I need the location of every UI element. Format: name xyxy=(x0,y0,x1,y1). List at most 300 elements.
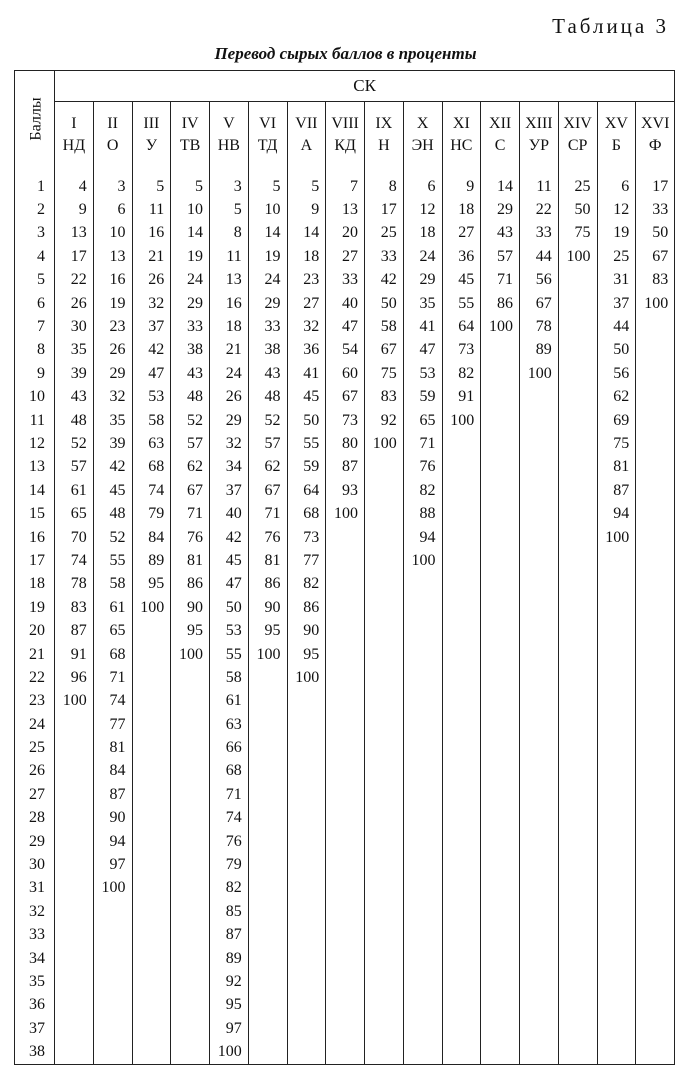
percent-cell: 47 xyxy=(132,362,171,385)
percent-cell xyxy=(326,1040,365,1064)
percent-cell: 5 xyxy=(248,167,287,198)
percent-cell: 85 xyxy=(210,900,249,923)
percent-cell: 12 xyxy=(597,198,636,221)
percent-cell xyxy=(558,1040,597,1064)
table-row xyxy=(15,760,675,783)
scale-header-1 xyxy=(55,102,94,167)
row-header-cell xyxy=(15,71,55,168)
percent-cell xyxy=(442,924,481,947)
percent-cell xyxy=(55,1017,94,1040)
percent-cell xyxy=(558,362,597,385)
percent-cell xyxy=(636,549,675,572)
percent-cell: 58 xyxy=(93,573,132,596)
percent-cell: 80 xyxy=(326,432,365,455)
scale-header-11 xyxy=(442,102,481,167)
percent-cell xyxy=(365,783,404,806)
raw-score-cell: 32 xyxy=(15,900,55,923)
percent-cell: 57 xyxy=(55,456,94,479)
percent-cell: 65 xyxy=(403,409,442,432)
percent-cell xyxy=(636,573,675,596)
percent-cell: 100 xyxy=(210,1040,249,1064)
percent-cell: 52 xyxy=(55,432,94,455)
percent-cell xyxy=(442,432,481,455)
scale-header-15 xyxy=(597,102,636,167)
percent-cell xyxy=(558,713,597,736)
percent-cell xyxy=(326,666,365,689)
percent-cell xyxy=(558,619,597,642)
percent-cell: 33 xyxy=(326,269,365,292)
percent-cell xyxy=(636,526,675,549)
percent-cell: 26 xyxy=(210,386,249,409)
percent-cell: 90 xyxy=(248,596,287,619)
percent-cell xyxy=(248,807,287,830)
percent-cell: 3 xyxy=(93,167,132,198)
percent-cell xyxy=(520,456,559,479)
percent-cell xyxy=(636,830,675,853)
percent-cell xyxy=(55,1040,94,1064)
percent-cell: 86 xyxy=(287,596,326,619)
percent-cell xyxy=(403,666,442,689)
percent-cell xyxy=(558,573,597,596)
percent-cell xyxy=(520,783,559,806)
percent-cell xyxy=(481,807,520,830)
percent-cell xyxy=(481,760,520,783)
percent-cell xyxy=(636,596,675,619)
raw-score-cell: 31 xyxy=(15,877,55,900)
percent-cell xyxy=(326,713,365,736)
percent-cell: 35 xyxy=(93,409,132,432)
percent-cell: 100 xyxy=(403,549,442,572)
percent-cell xyxy=(481,619,520,642)
percent-cell xyxy=(132,877,171,900)
percent-cell: 71 xyxy=(210,783,249,806)
percent-cell xyxy=(558,1017,597,1040)
raw-score-cell: 35 xyxy=(15,970,55,993)
scale-code-label: ЭН xyxy=(411,136,434,154)
percent-cell: 58 xyxy=(132,409,171,432)
percent-cell: 81 xyxy=(171,549,210,572)
percent-cell: 27 xyxy=(442,222,481,245)
percent-cell: 74 xyxy=(55,549,94,572)
table-row xyxy=(15,456,675,479)
scale-roman-label: V xyxy=(223,114,235,132)
raw-score-cell: 30 xyxy=(15,853,55,876)
percent-cell xyxy=(520,1017,559,1040)
percent-cell xyxy=(481,947,520,970)
percent-cell xyxy=(442,760,481,783)
percent-cell xyxy=(481,877,520,900)
percent-cell xyxy=(326,970,365,993)
raw-score-cell: 15 xyxy=(15,502,55,525)
percent-cell xyxy=(520,432,559,455)
percent-cell: 42 xyxy=(93,456,132,479)
percent-cell xyxy=(481,456,520,479)
percent-cell: 36 xyxy=(287,339,326,362)
percent-cell: 20 xyxy=(326,222,365,245)
percent-cell: 100 xyxy=(558,245,597,268)
raw-score-cell: 6 xyxy=(15,292,55,315)
percent-cell xyxy=(481,736,520,759)
raw-score-cell: 22 xyxy=(15,666,55,689)
percent-cell: 62 xyxy=(597,386,636,409)
percent-cell: 76 xyxy=(403,456,442,479)
percent-cell: 75 xyxy=(365,362,404,385)
percent-cell: 36 xyxy=(442,245,481,268)
percent-cell: 73 xyxy=(442,339,481,362)
scale-header-5 xyxy=(210,102,249,167)
percent-cell: 73 xyxy=(287,526,326,549)
percent-cell: 23 xyxy=(287,269,326,292)
percent-cell xyxy=(287,970,326,993)
percent-cell xyxy=(287,877,326,900)
percent-cell: 61 xyxy=(210,690,249,713)
percent-cell: 14 xyxy=(248,222,287,245)
percent-cell: 9 xyxy=(442,167,481,198)
percent-cell xyxy=(248,690,287,713)
percent-cell xyxy=(558,269,597,292)
percent-cell: 40 xyxy=(326,292,365,315)
table-row xyxy=(15,409,675,432)
percent-cell xyxy=(558,643,597,666)
percent-cell xyxy=(597,900,636,923)
percent-cell: 100 xyxy=(481,315,520,338)
percent-cell xyxy=(365,760,404,783)
percent-cell xyxy=(326,643,365,666)
percent-cell xyxy=(403,619,442,642)
table-row xyxy=(15,386,675,409)
percent-cell: 100 xyxy=(597,526,636,549)
percent-cell xyxy=(520,947,559,970)
percent-cell xyxy=(132,619,171,642)
percent-cell xyxy=(93,924,132,947)
percent-cell: 57 xyxy=(481,245,520,268)
percent-cell xyxy=(597,549,636,572)
scale-header-2 xyxy=(93,102,132,167)
scale-roman-label: XIII xyxy=(525,114,553,132)
percent-cell: 100 xyxy=(171,643,210,666)
percent-cell xyxy=(636,924,675,947)
percent-cell: 41 xyxy=(403,315,442,338)
raw-score-cell: 13 xyxy=(15,456,55,479)
percent-cell xyxy=(442,736,481,759)
percent-cell xyxy=(558,596,597,619)
percent-cell xyxy=(365,807,404,830)
percent-cell: 82 xyxy=(210,877,249,900)
percent-cell xyxy=(442,666,481,689)
percent-cell xyxy=(442,783,481,806)
percent-cell: 78 xyxy=(520,315,559,338)
percent-cell xyxy=(520,877,559,900)
percent-cell: 29 xyxy=(481,198,520,221)
percent-cell xyxy=(636,690,675,713)
raw-score-cell: 5 xyxy=(15,269,55,292)
percent-cell: 68 xyxy=(210,760,249,783)
percent-cell xyxy=(365,502,404,525)
percent-cell xyxy=(481,830,520,853)
percent-cell: 18 xyxy=(210,315,249,338)
percent-cell xyxy=(287,760,326,783)
percent-cell: 27 xyxy=(287,292,326,315)
scale-header-9 xyxy=(365,102,404,167)
percent-cell: 64 xyxy=(442,315,481,338)
percent-cell: 3 xyxy=(210,167,249,198)
percent-cell xyxy=(403,853,442,876)
percent-cell: 11 xyxy=(132,198,171,221)
percent-cell: 58 xyxy=(210,666,249,689)
percent-cell: 13 xyxy=(326,198,365,221)
percent-cell xyxy=(442,970,481,993)
percent-cell xyxy=(403,690,442,713)
scale-roman-label: II xyxy=(107,114,118,132)
percent-cell: 62 xyxy=(171,456,210,479)
percent-cell xyxy=(558,690,597,713)
percent-cell xyxy=(520,830,559,853)
percent-cell xyxy=(248,736,287,759)
percent-cell: 10 xyxy=(248,198,287,221)
raw-score-cell: 34 xyxy=(15,947,55,970)
percent-cell: 61 xyxy=(55,479,94,502)
percent-cell xyxy=(326,549,365,572)
percent-cell xyxy=(442,713,481,736)
percent-cell xyxy=(597,807,636,830)
scale-code-label: Б xyxy=(611,136,621,154)
percent-cell xyxy=(481,502,520,525)
percent-cell xyxy=(365,596,404,619)
percent-cell xyxy=(403,736,442,759)
raw-score-cell: 28 xyxy=(15,807,55,830)
percent-cell: 13 xyxy=(55,222,94,245)
percent-cell: 11 xyxy=(210,245,249,268)
percent-cell xyxy=(248,947,287,970)
percent-cell xyxy=(132,924,171,947)
percent-cell xyxy=(558,830,597,853)
percent-cell xyxy=(403,947,442,970)
raw-score-cell: 37 xyxy=(15,1017,55,1040)
percent-cell: 16 xyxy=(132,222,171,245)
percent-cell: 100 xyxy=(644,294,669,312)
percent-cell: 56 xyxy=(597,362,636,385)
percent-cell xyxy=(636,315,675,338)
percent-cell xyxy=(636,807,675,830)
percent-cell xyxy=(442,807,481,830)
percent-cell: 67 xyxy=(365,339,404,362)
percent-cell: 25 xyxy=(597,245,636,268)
percent-cell: 45 xyxy=(442,269,481,292)
raw-score-cell: 33 xyxy=(15,924,55,947)
percent-cell: 55 xyxy=(442,292,481,315)
percent-cell: 66 xyxy=(210,736,249,759)
percent-cell xyxy=(171,783,210,806)
table-row xyxy=(15,292,675,315)
scale-code-label: НС xyxy=(450,136,473,154)
percent-cell xyxy=(365,830,404,853)
percent-cell: 6 xyxy=(597,167,636,198)
percent-cell: 94 xyxy=(403,526,442,549)
percent-cell: 32 xyxy=(210,432,249,455)
percent-cell xyxy=(403,924,442,947)
percent-cell xyxy=(481,994,520,1017)
percent-cell xyxy=(171,690,210,713)
percent-cell xyxy=(481,924,520,947)
percent-cell xyxy=(365,479,404,502)
percent-cell xyxy=(365,549,404,572)
percent-cell: 52 xyxy=(93,526,132,549)
raw-score-cell: 21 xyxy=(15,643,55,666)
percent-cell: 87 xyxy=(597,479,636,502)
percent-cell: 92 xyxy=(210,970,249,993)
percent-cell xyxy=(558,479,597,502)
percent-cell xyxy=(132,1040,171,1064)
percent-cell xyxy=(132,830,171,853)
percent-cell xyxy=(248,1017,287,1040)
percent-cell xyxy=(520,760,559,783)
percent-cell xyxy=(326,783,365,806)
percent-cell: 87 xyxy=(326,456,365,479)
percent-cell xyxy=(287,947,326,970)
percent-cell xyxy=(326,994,365,1017)
percent-cell xyxy=(132,807,171,830)
percent-cell xyxy=(248,877,287,900)
percent-cell xyxy=(558,409,597,432)
percent-cell xyxy=(365,900,404,923)
percent-cell xyxy=(132,947,171,970)
percent-cell xyxy=(442,1040,481,1064)
raw-score-cell: 12 xyxy=(15,432,55,455)
group-header: СК xyxy=(55,71,675,102)
percent-cell: 68 xyxy=(287,502,326,525)
scale-roman-label: VII xyxy=(295,114,318,132)
percent-cell xyxy=(132,783,171,806)
percent-cell xyxy=(248,783,287,806)
percent-cell xyxy=(326,619,365,642)
percent-cell xyxy=(558,432,597,455)
percent-cell xyxy=(442,900,481,923)
percent-cell xyxy=(287,994,326,1017)
percent-cell xyxy=(442,853,481,876)
percent-cell xyxy=(171,666,210,689)
percent-cell xyxy=(558,877,597,900)
percent-cell xyxy=(287,900,326,923)
scale-code-label: НД xyxy=(62,136,86,154)
percent-cell: 67 xyxy=(326,386,365,409)
percent-cell xyxy=(481,970,520,993)
percent-cell xyxy=(248,666,287,689)
percent-cell: 100 xyxy=(93,877,132,900)
percent-cell: 22 xyxy=(55,269,94,292)
scale-roman-label: XVI xyxy=(641,114,670,132)
percent-cell xyxy=(171,830,210,853)
percent-cell: 81 xyxy=(597,456,636,479)
percent-cell: 61 xyxy=(93,596,132,619)
percent-cell xyxy=(597,947,636,970)
percent-cell xyxy=(55,877,94,900)
percent-cell: 62 xyxy=(248,456,287,479)
percent-cell xyxy=(326,690,365,713)
scale-roman-label: VIII xyxy=(331,114,359,132)
percent-cell xyxy=(481,690,520,713)
percent-cell: 87 xyxy=(55,619,94,642)
percent-cell: 100 xyxy=(520,362,559,385)
percent-cell: 50 xyxy=(210,596,249,619)
percent-cell xyxy=(520,924,559,947)
percent-cell xyxy=(636,877,675,900)
percent-cell: 59 xyxy=(403,386,442,409)
percent-cell xyxy=(481,1040,520,1064)
scale-code-label: А xyxy=(300,136,313,154)
header-row-group xyxy=(15,71,675,102)
percent-cell: 25 xyxy=(365,222,404,245)
percent-cell xyxy=(365,619,404,642)
percent-cell xyxy=(287,783,326,806)
table-row xyxy=(15,994,675,1017)
percent-cell: 35 xyxy=(55,339,94,362)
percent-cell: 48 xyxy=(93,502,132,525)
scale-roman-label: X xyxy=(416,114,429,132)
raw-score-cell: 4 xyxy=(15,245,55,268)
table-row xyxy=(15,643,675,666)
percent-cell xyxy=(481,713,520,736)
percent-cell xyxy=(365,853,404,876)
percent-cell xyxy=(558,736,597,759)
percent-cell xyxy=(481,643,520,666)
percent-cell: 29 xyxy=(248,292,287,315)
percent-cell xyxy=(171,994,210,1017)
raw-score-cell: 38 xyxy=(15,1040,55,1064)
percent-cell xyxy=(636,339,675,362)
percent-cell xyxy=(520,596,559,619)
scale-roman-label: XIV xyxy=(563,114,592,132)
percent-cell: 74 xyxy=(93,690,132,713)
percent-cell: 52 xyxy=(248,409,287,432)
percent-cell: 65 xyxy=(55,502,94,525)
percent-cell xyxy=(558,760,597,783)
percent-cell: 100 xyxy=(132,596,171,619)
table-row xyxy=(15,830,675,853)
percent-cell: 83 xyxy=(652,271,669,289)
percent-cell: 59 xyxy=(287,456,326,479)
table-row xyxy=(15,1040,675,1064)
percent-cell xyxy=(93,970,132,993)
percent-cell: 84 xyxy=(132,526,171,549)
percent-cell xyxy=(597,994,636,1017)
percent-cell xyxy=(597,877,636,900)
percent-cell xyxy=(171,924,210,947)
percent-cell xyxy=(481,783,520,806)
percent-cell: 33 xyxy=(365,245,404,268)
table-row xyxy=(15,877,675,900)
percent-cell xyxy=(558,900,597,923)
percent-cell: 48 xyxy=(248,386,287,409)
percent-cell xyxy=(403,760,442,783)
percent-cell xyxy=(558,924,597,947)
scale-header-6 xyxy=(248,102,287,167)
percent-cell: 50 xyxy=(365,292,404,315)
percent-cell xyxy=(365,924,404,947)
percent-cell xyxy=(365,877,404,900)
percent-cell xyxy=(520,386,559,409)
percent-cell: 50 xyxy=(558,198,597,221)
percent-cell xyxy=(558,947,597,970)
percent-cell: 48 xyxy=(171,386,210,409)
raw-score-cell: 17 xyxy=(15,549,55,572)
percent-cell xyxy=(248,713,287,736)
percent-cell xyxy=(636,362,675,385)
percent-cell xyxy=(365,713,404,736)
percent-cell: 53 xyxy=(403,362,442,385)
percent-cell xyxy=(636,432,675,455)
percent-cell xyxy=(520,409,559,432)
percent-cell: 33 xyxy=(248,315,287,338)
